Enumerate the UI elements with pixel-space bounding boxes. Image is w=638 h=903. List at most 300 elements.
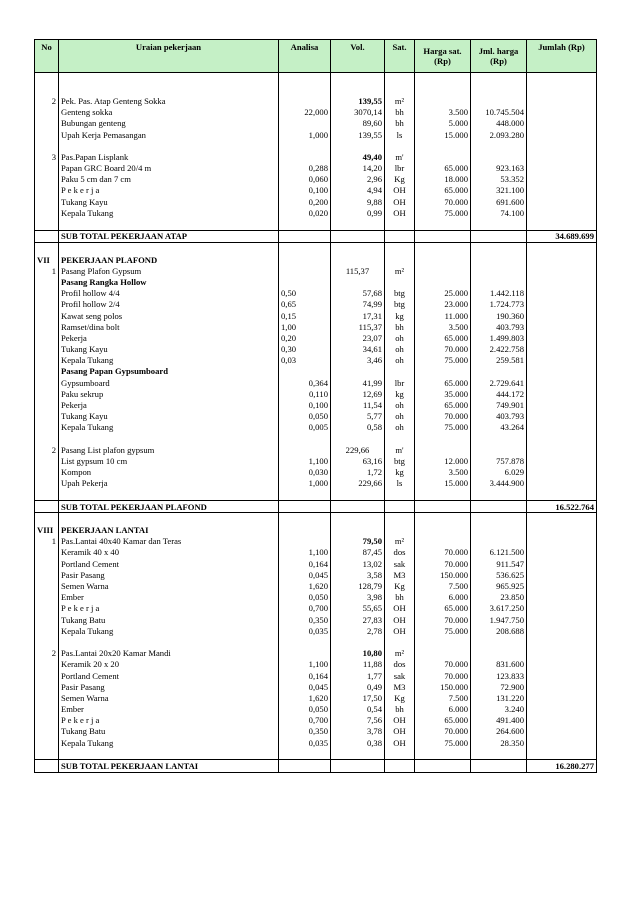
cell-harga: 75.000 — [415, 207, 471, 218]
cell-total — [527, 422, 597, 433]
cell-harga — [415, 276, 471, 287]
cell-total — [527, 513, 597, 525]
cell-total — [527, 625, 597, 636]
cell-harga — [415, 73, 471, 85]
table-row — [35, 355, 597, 366]
cell-vol: 14,20 — [331, 163, 385, 174]
cell-total — [527, 185, 597, 196]
cell-total — [527, 648, 597, 659]
cell-sat — [385, 501, 415, 513]
cell-jml — [471, 230, 527, 242]
cell-sat: kg — [385, 467, 415, 478]
cell-item — [59, 489, 279, 501]
cell-sat: m² — [385, 536, 415, 547]
table-row — [35, 276, 597, 287]
cell-total — [527, 218, 597, 230]
cell-jml: 264.600 — [471, 726, 527, 737]
cell-no — [35, 207, 59, 218]
cell-vol: 17,50 — [331, 692, 385, 703]
cell-item: Profil hollow 4/4 — [59, 288, 279, 299]
cell-jml: 1.499.803 — [471, 332, 527, 343]
cell-no — [35, 748, 59, 760]
cell-total — [527, 174, 597, 185]
table-row — [35, 715, 597, 726]
cell-analisa: 1,620 — [279, 692, 331, 703]
cell-jml: 53.352 — [471, 174, 527, 185]
cell-jml — [471, 444, 527, 455]
cell-total — [527, 129, 597, 140]
cell-no — [35, 704, 59, 715]
cell-harga: 75.000 — [415, 625, 471, 636]
table-row — [35, 670, 597, 681]
cell-vol: 41,99 — [331, 377, 385, 388]
cell-no: 1 — [35, 265, 59, 276]
table-row — [35, 513, 597, 525]
cell-total: 34.689.699 — [527, 230, 597, 242]
cell-jml: 757.878 — [471, 455, 527, 466]
cell-item — [59, 748, 279, 760]
cell-item: Genteng sokka — [59, 107, 279, 118]
cell-vol: 3070,14 — [331, 107, 385, 118]
cell-item: P e k e r j a — [59, 603, 279, 614]
table-row — [35, 648, 597, 659]
cell-harga — [415, 636, 471, 647]
cell-sat: Kg — [385, 580, 415, 591]
cell-analisa — [279, 230, 331, 242]
cell-harga: 150.000 — [415, 569, 471, 580]
cell-item: Tukang Batu — [59, 614, 279, 625]
cell-analisa: 0,100 — [279, 399, 331, 410]
cell-sat — [385, 218, 415, 230]
cell-sat: sak — [385, 558, 415, 569]
cell-jml: 911.547 — [471, 558, 527, 569]
table-row — [35, 185, 597, 196]
cell-no — [35, 242, 59, 254]
cell-jml: 3.240 — [471, 704, 527, 715]
cell-jml — [471, 636, 527, 647]
cell-sat: kg — [385, 310, 415, 321]
cell-item: Gypsumboard — [59, 377, 279, 388]
cell-harga — [415, 254, 471, 265]
cell-harga — [415, 501, 471, 513]
cell-item: Pas.Lantai 40x40 Kamar dan Teras — [59, 536, 279, 547]
cell-vol — [331, 748, 385, 760]
cell-vol: 4,94 — [331, 185, 385, 196]
cell-no — [35, 737, 59, 748]
cell-sat: oh — [385, 411, 415, 422]
cell-harga — [415, 648, 471, 659]
cell-jml: 831.600 — [471, 659, 527, 670]
cell-item: Semen Warna — [59, 580, 279, 591]
cell-total — [527, 196, 597, 207]
cell-jml: 43.264 — [471, 422, 527, 433]
cell-no — [35, 715, 59, 726]
cell-jml — [471, 151, 527, 162]
cell-jml — [471, 242, 527, 254]
cell-vol: 13,02 — [331, 558, 385, 569]
cell-harga — [415, 536, 471, 547]
cell-vol: 1,72 — [331, 467, 385, 478]
cell-sat: lbr — [385, 163, 415, 174]
cell-vol: 139,55 — [331, 129, 385, 140]
cell-analisa — [279, 525, 331, 536]
cell-sat — [385, 748, 415, 760]
cell-item: Tukang Kayu — [59, 344, 279, 355]
cell-analisa: 0,050 — [279, 704, 331, 715]
cell-sat: oh — [385, 332, 415, 343]
cell-total — [527, 659, 597, 670]
cell-analisa — [279, 444, 331, 455]
cell-jml — [471, 513, 527, 525]
cell-vol — [331, 501, 385, 513]
cell-item: Pasir Pasang — [59, 569, 279, 580]
table-row — [35, 692, 597, 703]
cell-vol — [331, 254, 385, 265]
cell-total — [527, 704, 597, 715]
cell-analisa: 0,020 — [279, 207, 331, 218]
cell-harga: 70.000 — [415, 344, 471, 355]
cell-harga — [415, 265, 471, 276]
cell-vol: 115,37 — [331, 265, 385, 276]
cell-total — [527, 344, 597, 355]
cell-vol — [331, 84, 385, 95]
cell-vol — [331, 230, 385, 242]
cell-sat: OH — [385, 207, 415, 218]
cell-no — [35, 760, 59, 772]
table-row — [35, 625, 597, 636]
table-row — [35, 704, 597, 715]
cell-no — [35, 174, 59, 185]
cell-jml: 749.901 — [471, 399, 527, 410]
cell-analisa — [279, 636, 331, 647]
cell-total — [527, 489, 597, 501]
cell-no — [35, 196, 59, 207]
cell-vol: 27,83 — [331, 614, 385, 625]
table-row — [35, 737, 597, 748]
cell-harga: 12.000 — [415, 455, 471, 466]
table-row — [35, 218, 597, 230]
cell-harga: 75.000 — [415, 422, 471, 433]
cell-analisa — [279, 366, 331, 377]
cell-item — [59, 218, 279, 230]
cell-total — [527, 411, 597, 422]
cell-vol: 3,98 — [331, 592, 385, 603]
cell-harga: 6.000 — [415, 592, 471, 603]
cell-sat: oh — [385, 399, 415, 410]
cell-item — [59, 73, 279, 85]
cell-item: Kompon — [59, 467, 279, 478]
table-row — [35, 265, 597, 276]
cell-no — [35, 399, 59, 410]
cell-jml: 2.729.641 — [471, 377, 527, 388]
cell-total — [527, 118, 597, 129]
cell-vol: 229,66 — [331, 444, 385, 455]
cell-jml: 1.947.750 — [471, 614, 527, 625]
cell-harga — [415, 95, 471, 106]
cell-analisa: 0,65 — [279, 299, 331, 310]
cell-no — [35, 558, 59, 569]
cell-jml: 259.581 — [471, 355, 527, 366]
cell-item — [59, 513, 279, 525]
table-row — [35, 614, 597, 625]
cell-sat: OH — [385, 614, 415, 625]
cell-jml: 403.793 — [471, 321, 527, 332]
cell-harga: 65.000 — [415, 399, 471, 410]
cell-sat: kg — [385, 388, 415, 399]
cell-vol — [331, 366, 385, 377]
table-row — [35, 377, 597, 388]
table-row — [35, 455, 597, 466]
cell-no — [35, 411, 59, 422]
cell-analisa — [279, 73, 331, 85]
cell-jml: 444.172 — [471, 388, 527, 399]
cell-vol: 57,68 — [331, 288, 385, 299]
cell-jml: 2.093.280 — [471, 129, 527, 140]
cell-sat: m² — [385, 265, 415, 276]
cell-no — [35, 726, 59, 737]
cell-harga: 3.500 — [415, 321, 471, 332]
cell-harga: 70.000 — [415, 558, 471, 569]
cell-vol: 12,69 — [331, 388, 385, 399]
table-row — [35, 536, 597, 547]
cell-no — [35, 592, 59, 603]
cell-analisa: 0,030 — [279, 467, 331, 478]
cell-sat: oh — [385, 344, 415, 355]
cell-jml: 6.121.500 — [471, 547, 527, 558]
cell-total — [527, 580, 597, 591]
cell-vol: 9,88 — [331, 196, 385, 207]
cell-jml: 691.600 — [471, 196, 527, 207]
cell-total — [527, 692, 597, 703]
cell-total — [527, 444, 597, 455]
cell-vol — [331, 760, 385, 772]
cell-sat: oh — [385, 422, 415, 433]
cell-jml: 321.100 — [471, 185, 527, 196]
cell-no: 2 — [35, 95, 59, 106]
table-row — [35, 196, 597, 207]
cell-analisa — [279, 489, 331, 501]
cell-total — [527, 254, 597, 265]
cell-jml: 1.724.773 — [471, 299, 527, 310]
cell-item: Tukang Batu — [59, 726, 279, 737]
cell-no: VIII — [35, 525, 59, 536]
table-row — [35, 254, 597, 265]
cell-analisa — [279, 433, 331, 444]
cell-vol: 115,37 — [331, 321, 385, 332]
cell-vol — [331, 276, 385, 287]
cell-total — [527, 748, 597, 760]
cell-harga: 7.500 — [415, 580, 471, 591]
cell-jml — [471, 95, 527, 106]
cell-no — [35, 636, 59, 647]
cell-harga — [415, 489, 471, 501]
col-uraian: Uraian pekerjaan — [59, 40, 279, 73]
cell-vol: 0,58 — [331, 422, 385, 433]
cell-analisa: 0,700 — [279, 715, 331, 726]
cell-vol: 63,16 — [331, 455, 385, 466]
cell-jml: 3.444.900 — [471, 478, 527, 489]
cell-item: Pas.Lantai 20x20 Kamar Mandi — [59, 648, 279, 659]
cell-harga — [415, 760, 471, 772]
cell-jml: 123.833 — [471, 670, 527, 681]
cell-no — [35, 489, 59, 501]
table-row — [35, 344, 597, 355]
cell-total — [527, 73, 597, 85]
cell-sat: m' — [385, 151, 415, 162]
cell-harga: 5.000 — [415, 118, 471, 129]
cell-vol: 0,38 — [331, 737, 385, 748]
table-row — [35, 603, 597, 614]
cell-total — [527, 95, 597, 106]
cell-total — [527, 547, 597, 558]
cell-sat: OH — [385, 625, 415, 636]
cell-total — [527, 140, 597, 151]
table-row — [35, 242, 597, 254]
col-harga-sat-unit: (Rp) — [434, 56, 451, 66]
table-row — [35, 636, 597, 647]
cell-sat: OH — [385, 185, 415, 196]
cell-sat: m² — [385, 95, 415, 106]
cell-item: Semen Warna — [59, 692, 279, 703]
cell-vol: 7,56 — [331, 715, 385, 726]
cell-harga: 65.000 — [415, 603, 471, 614]
col-harga-sat — [415, 40, 471, 73]
cell-analisa — [279, 140, 331, 151]
cell-sat: ls — [385, 129, 415, 140]
cell-analisa: 0,035 — [279, 737, 331, 748]
cell-analisa: 0,164 — [279, 670, 331, 681]
cell-no — [35, 569, 59, 580]
cell-total — [527, 332, 597, 343]
cell-sat: bh — [385, 592, 415, 603]
cell-harga: 65.000 — [415, 715, 471, 726]
cell-no — [35, 366, 59, 377]
cell-harga: 65.000 — [415, 332, 471, 343]
cell-vol: 11,88 — [331, 659, 385, 670]
cell-analisa — [279, 95, 331, 106]
table-row — [35, 478, 597, 489]
table-row — [35, 174, 597, 185]
cell-jml — [471, 276, 527, 287]
cell-total — [527, 107, 597, 118]
cell-jml: 10.745.504 — [471, 107, 527, 118]
cell-analisa: 0,164 — [279, 558, 331, 569]
cell-analisa: 0,050 — [279, 592, 331, 603]
cell-analisa: 1,000 — [279, 129, 331, 140]
cell-item — [59, 636, 279, 647]
cell-analisa: 0,060 — [279, 174, 331, 185]
cell-total — [527, 467, 597, 478]
cell-no — [35, 580, 59, 591]
cell-total — [527, 321, 597, 332]
cell-harga: 3.500 — [415, 467, 471, 478]
cell-no — [35, 321, 59, 332]
cell-vol: 2,78 — [331, 625, 385, 636]
cell-sat: M3 — [385, 569, 415, 580]
cell-harga — [415, 433, 471, 444]
cell-no: 1 — [35, 536, 59, 547]
col-jumlah: Jumlah (Rp) — [527, 40, 597, 73]
cell-no — [35, 433, 59, 444]
cell-no: 2 — [35, 444, 59, 455]
table-row — [35, 569, 597, 580]
cell-sat — [385, 489, 415, 501]
cell-item: PEKERJAAN LANTAI — [59, 525, 279, 536]
cell-item: Kepala Tukang — [59, 355, 279, 366]
cell-total — [527, 207, 597, 218]
cell-harga: 18.000 — [415, 174, 471, 185]
cell-harga — [415, 151, 471, 162]
cell-total — [527, 726, 597, 737]
cell-item: Pas.Papan Lisplank — [59, 151, 279, 162]
cell-jml — [471, 748, 527, 760]
cell-no — [35, 355, 59, 366]
cell-vol — [331, 513, 385, 525]
cell-jml — [471, 140, 527, 151]
cell-item: SUB TOTAL PEKERJAAN ATAP — [59, 230, 279, 242]
table-row — [35, 310, 597, 321]
cell-item: SUB TOTAL PEKERJAAN LANTAI — [59, 760, 279, 772]
col-harga-sat-label: Harga sat. — [423, 46, 462, 56]
cell-item: Pek. Pas. Atap Genteng Sokka — [59, 95, 279, 106]
cell-vol: 17,31 — [331, 310, 385, 321]
table-row — [35, 558, 597, 569]
cell-jml: 74.100 — [471, 207, 527, 218]
cell-analisa: 0,050 — [279, 411, 331, 422]
cell-analisa — [279, 151, 331, 162]
cell-vol — [331, 242, 385, 254]
cell-vol — [331, 489, 385, 501]
cell-item: Pasang List plafon gypsum — [59, 444, 279, 455]
cell-no — [35, 422, 59, 433]
cell-total — [527, 288, 597, 299]
cell-no — [35, 84, 59, 95]
cell-jml — [471, 501, 527, 513]
cell-vol: 229,66 — [331, 478, 385, 489]
cell-jml — [471, 489, 527, 501]
cell-jml — [471, 433, 527, 444]
cell-analisa — [279, 242, 331, 254]
cell-sat: OH — [385, 715, 415, 726]
cell-item: Pasang Papan Gypsumboard — [59, 366, 279, 377]
cell-total: 16.522.764 — [527, 501, 597, 513]
cell-jml: 965.925 — [471, 580, 527, 591]
cell-harga — [415, 84, 471, 95]
cell-no — [35, 118, 59, 129]
cell-total — [527, 478, 597, 489]
col-jml-harga — [471, 40, 527, 73]
cell-jml: 491.400 — [471, 715, 527, 726]
cell-analisa — [279, 218, 331, 230]
table-row — [35, 388, 597, 399]
table-row — [35, 230, 597, 242]
table-row — [35, 433, 597, 444]
cell-no — [35, 467, 59, 478]
cell-jml: 2.422.758 — [471, 344, 527, 355]
cell-jml — [471, 760, 527, 772]
cell-sat — [385, 140, 415, 151]
table-row — [35, 95, 597, 106]
cell-harga: 15.000 — [415, 129, 471, 140]
cell-analisa: 0,03 — [279, 355, 331, 366]
table-row — [35, 366, 597, 377]
cell-item: P e k e r j a — [59, 185, 279, 196]
cell-harga: 75.000 — [415, 737, 471, 748]
cell-vol — [331, 636, 385, 647]
cell-vol: 10,80 — [331, 648, 385, 659]
cell-vol: 139,55 — [331, 95, 385, 106]
cell-vol: 87,45 — [331, 547, 385, 558]
